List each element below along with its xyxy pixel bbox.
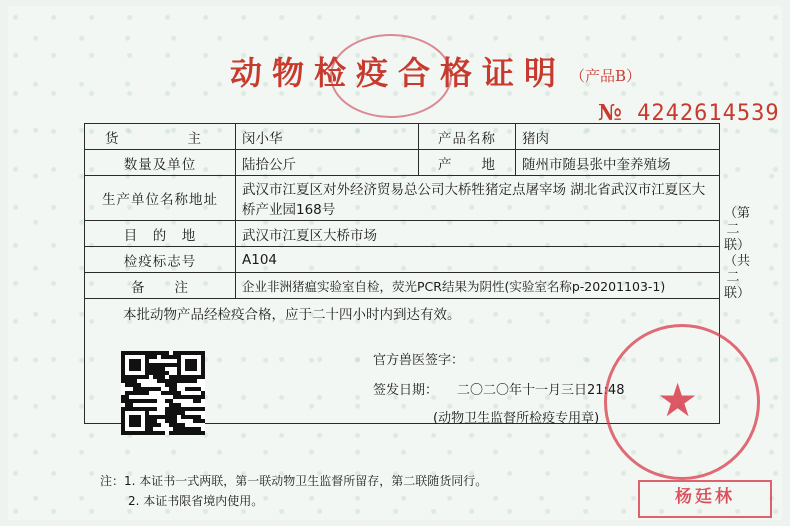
table-row — [85, 176, 720, 221]
serial-digits: 4242614539 — [637, 101, 780, 126]
table-row — [85, 124, 720, 150]
seal-caption: (动物卫生监督所检疫专用章) — [433, 411, 600, 426]
table-row — [85, 150, 720, 176]
destination-label: 目 的 地 — [85, 221, 236, 247]
official-seal — [604, 324, 760, 480]
qr-code — [121, 351, 205, 435]
owner-label: 货 主 — [85, 124, 236, 150]
quantity-value: 陆拾公斤 — [236, 150, 419, 176]
notice-text: 本批动物产品经检疫合格，应于二十四小时内到达有效。 — [123, 307, 461, 323]
destination-value: 武汉市江夏区大桥市场 — [236, 221, 720, 247]
origin-value: 随州市随县张中奎养殖场 — [516, 150, 720, 176]
table-row — [85, 221, 720, 247]
certificate — [8, 6, 782, 520]
origin-label: 产 地 — [419, 150, 516, 176]
product-name-value: 猪肉 — [516, 124, 720, 150]
producer-value: 武汉市江夏区对外经济贸易总公司大桥牲猪定点屠宰场 湖北省武汉市江夏区大桥产业园168号 — [236, 176, 720, 221]
quarantine-mark-label: 检疫标志号 — [85, 247, 236, 273]
copy-label: （第二联）（共二联） — [724, 206, 751, 301]
issue-date-label: 签发日期： — [373, 383, 439, 398]
seal-star-icon: ★ — [657, 373, 699, 427]
vet-signature-label: 官方兽医签字： — [373, 353, 465, 368]
owner-value: 闵小华 — [236, 124, 419, 150]
certificate-title: 动物检疫合格证明 — [230, 54, 567, 92]
table-row — [85, 273, 720, 299]
stamp-name-text: 杨廷林 — [675, 487, 735, 507]
serial-prefix: № — [598, 100, 623, 126]
producer-label: 生产单位名称地址 — [85, 176, 236, 221]
product-name-label: 产品名称 — [419, 124, 516, 150]
remarks-value: 企业非洲猪瘟实验室自检，荧光PCR结果为阴性(实验室名称p-20201103-1) — [236, 273, 720, 299]
certificate-subtitle: （产品B） — [570, 67, 642, 85]
footnote-1: 注：1. 本证书一式两联，第一联动物卫生监督所留存，第二联随货同行。 — [100, 474, 488, 488]
quantity-label: 数量及单位 — [85, 150, 236, 176]
footnote-2: 2. 本证书限省境内使用。 — [128, 494, 264, 508]
official-name-stamp — [638, 480, 772, 518]
issue-date-value: 二〇二〇年十一月三日21:48 — [457, 383, 625, 398]
table-row — [85, 247, 720, 273]
remarks-label: 备 注 — [85, 273, 236, 299]
quarantine-mark-value: A104 — [236, 247, 720, 273]
